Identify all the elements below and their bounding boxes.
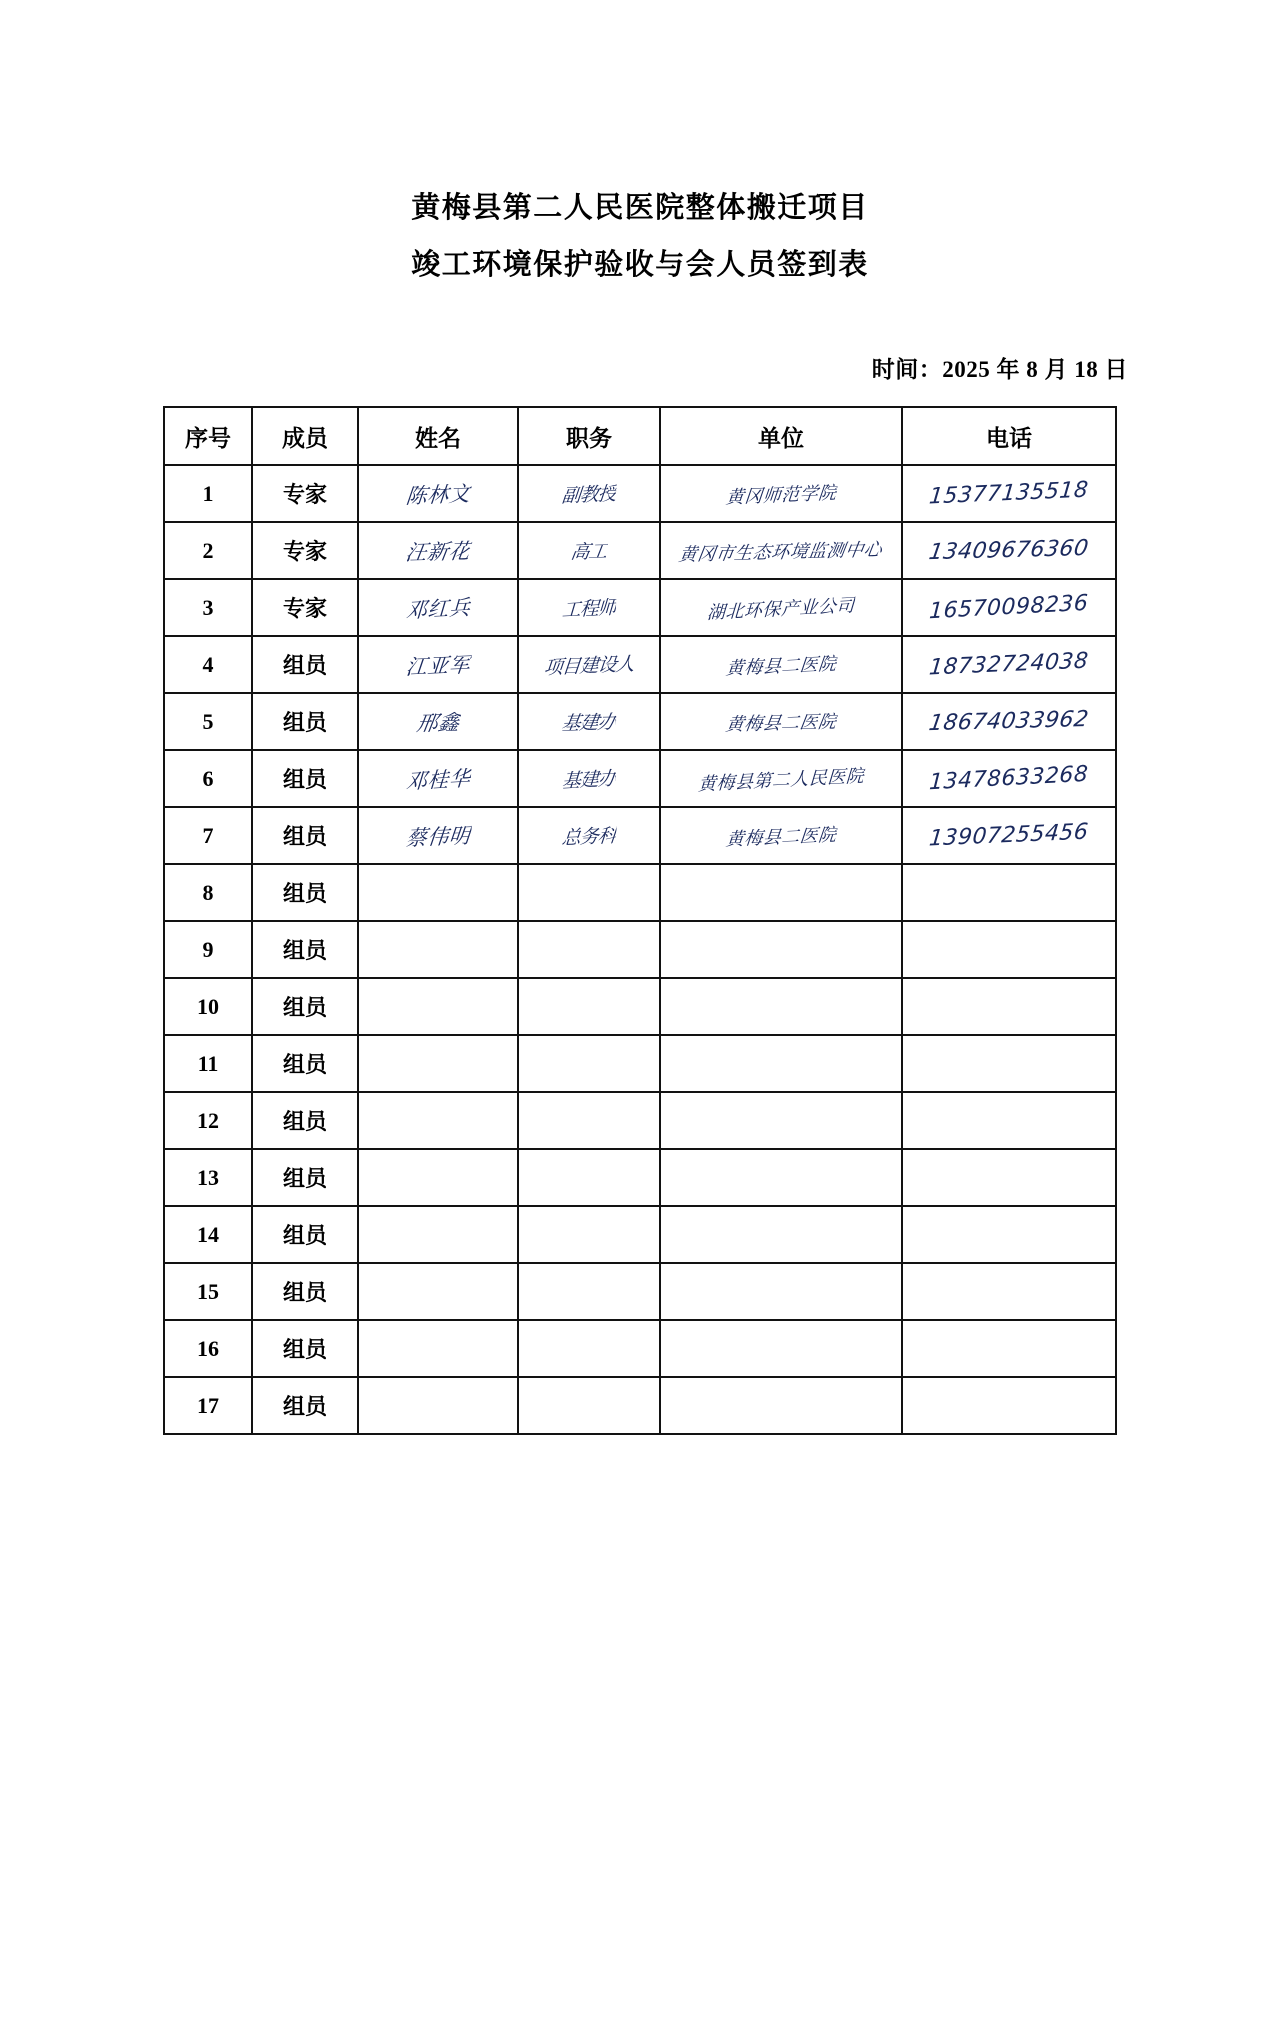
cell-phone-text: 18732724038 <box>928 648 1090 681</box>
cell-name <box>358 522 518 579</box>
cell-member-text: 组员 <box>282 767 327 793</box>
cell-member <box>252 465 358 522</box>
cell-name-text: 邓红兵 <box>405 594 471 623</box>
cell-seq <box>164 1092 252 1149</box>
cell-duty <box>518 1149 660 1206</box>
cell-duty-text: 基建办 <box>560 711 618 735</box>
table-row <box>164 921 1116 978</box>
table-header-row <box>164 407 1116 465</box>
cell-seq-text: 11 <box>197 1050 219 1076</box>
cell-duty-text: 工程师 <box>561 596 617 622</box>
document-title-block <box>0 180 1280 293</box>
table-row <box>164 1149 1116 1206</box>
cell-name <box>358 807 518 864</box>
cell-duty-text: 总务科 <box>560 824 617 850</box>
cell-unit <box>660 1377 902 1434</box>
cell-name <box>358 750 518 807</box>
cell-phone <box>902 921 1116 978</box>
column-header-phone: 电话 <box>902 407 1116 465</box>
cell-duty-text: 副教授 <box>560 482 617 508</box>
cell-member-text: 组员 <box>282 995 327 1021</box>
cell-duty <box>518 1263 660 1320</box>
table-row <box>164 1206 1116 1263</box>
table-row <box>164 1377 1116 1434</box>
cell-member-text: 专家 <box>282 482 327 508</box>
cell-name <box>358 636 518 693</box>
cell-seq-text: 9 <box>202 936 214 962</box>
cell-seq-text: 10 <box>197 993 219 1019</box>
cell-member <box>252 1149 358 1206</box>
cell-duty <box>518 864 660 921</box>
page-title-line-2: 竣工环境保护验收与会人员签到表 <box>411 248 869 281</box>
cell-name <box>358 1092 518 1149</box>
cell-name-text: 陈林文 <box>404 481 472 509</box>
cell-phone <box>902 465 1116 522</box>
cell-name <box>358 693 518 750</box>
cell-unit-text: 黄梅县第二人民医院 <box>697 765 865 796</box>
cell-seq <box>164 978 252 1035</box>
cell-unit <box>660 1035 902 1092</box>
cell-seq-text: 15 <box>197 1278 219 1304</box>
cell-phone <box>902 693 1116 750</box>
cell-unit-text: 黄梅县二医院 <box>723 711 838 736</box>
table-row <box>164 1263 1116 1320</box>
cell-unit <box>660 921 902 978</box>
cell-member-text: 组员 <box>282 824 327 850</box>
cell-phone <box>902 1092 1116 1149</box>
cell-phone-text: 15377135518 <box>928 477 1090 510</box>
cell-duty <box>518 1035 660 1092</box>
cell-member-text: 组员 <box>282 1223 327 1249</box>
cell-duty <box>518 636 660 693</box>
cell-seq <box>164 1263 252 1320</box>
cell-phone-text: 13478633268 <box>928 761 1090 796</box>
cell-duty <box>518 750 660 807</box>
cell-unit-text: 黄梅县二医院 <box>724 653 838 680</box>
cell-seq <box>164 1206 252 1263</box>
cell-unit-text: 黄梅县二医院 <box>724 824 838 851</box>
cell-unit <box>660 807 902 864</box>
cell-member <box>252 921 358 978</box>
cell-unit-text: 黄冈师范学院 <box>724 482 838 509</box>
cell-name <box>358 465 518 522</box>
cell-unit-text: 湖北环保产业公司 <box>706 594 856 624</box>
table-body <box>164 465 1116 1434</box>
cell-unit <box>660 579 902 636</box>
cell-phone-text: 18674033962 <box>927 706 1091 737</box>
column-header-name: 姓名 <box>358 407 518 465</box>
cell-seq <box>164 1035 252 1092</box>
cell-phone <box>902 636 1116 693</box>
cell-duty <box>518 465 660 522</box>
cell-member-text: 组员 <box>282 881 327 907</box>
cell-name-text: 邓桂华 <box>405 765 471 794</box>
table-row <box>164 1320 1116 1377</box>
cell-member <box>252 978 358 1035</box>
cell-name <box>358 1320 518 1377</box>
page-title-line-1: 黄梅县第二人民医院整体搬迁项目 <box>411 192 869 224</box>
column-header-member: 成员 <box>252 407 358 465</box>
cell-duty-text: 高工 <box>569 540 609 564</box>
cell-name <box>358 1377 518 1434</box>
column-header-seq: 序号 <box>164 407 252 465</box>
cell-unit <box>660 864 902 921</box>
cell-duty <box>518 1092 660 1149</box>
cell-member-text: 组员 <box>282 1166 327 1192</box>
cell-name <box>358 1263 518 1320</box>
cell-unit <box>660 1320 902 1377</box>
cell-duty <box>518 522 660 579</box>
cell-member <box>252 807 358 864</box>
cell-unit <box>660 1092 902 1149</box>
cell-seq-text: 7 <box>202 822 214 848</box>
cell-member <box>252 1263 358 1320</box>
cell-unit <box>660 750 902 807</box>
table-row <box>164 465 1116 522</box>
cell-phone <box>902 1035 1116 1092</box>
cell-seq-text: 17 <box>197 1392 219 1418</box>
cell-seq-text: 13 <box>197 1164 219 1190</box>
cell-seq <box>164 465 252 522</box>
cell-name <box>358 978 518 1035</box>
cell-member-text: 组员 <box>282 1394 327 1420</box>
cell-name-text: 江亚军 <box>404 652 472 680</box>
cell-member-text: 组员 <box>282 1109 327 1135</box>
cell-duty <box>518 579 660 636</box>
cell-phone <box>902 978 1116 1035</box>
document-page <box>0 180 1280 2043</box>
cell-phone-text: 16570098236 <box>928 590 1090 625</box>
cell-phone <box>902 864 1116 921</box>
column-header-duty: 职务 <box>518 407 660 465</box>
cell-phone <box>902 1149 1116 1206</box>
cell-name-text: 蔡伟明 <box>404 823 472 851</box>
cell-seq-text: 8 <box>202 879 214 905</box>
cell-unit <box>660 465 902 522</box>
cell-phone <box>902 1320 1116 1377</box>
cell-member <box>252 1035 358 1092</box>
cell-seq-text: 5 <box>202 708 214 734</box>
cell-phone <box>902 750 1116 807</box>
cell-seq-text: 14 <box>197 1221 219 1247</box>
cell-name <box>358 1149 518 1206</box>
cell-duty <box>518 1206 660 1263</box>
cell-duty-text: 基建办 <box>561 767 617 793</box>
cell-phone <box>902 807 1116 864</box>
cell-unit <box>660 693 902 750</box>
table-row <box>164 978 1116 1035</box>
cell-unit <box>660 978 902 1035</box>
cell-seq-text: 12 <box>197 1107 219 1133</box>
cell-member <box>252 522 358 579</box>
cell-member-text: 专家 <box>282 539 327 565</box>
cell-member <box>252 750 358 807</box>
cell-member <box>252 636 358 693</box>
cell-name <box>358 579 518 636</box>
cell-seq <box>164 636 252 693</box>
cell-name-text: 汪新花 <box>403 538 472 565</box>
cell-phone <box>902 522 1116 579</box>
cell-seq <box>164 693 252 750</box>
cell-member-text: 组员 <box>282 1052 327 1078</box>
table-row <box>164 864 1116 921</box>
cell-seq <box>164 921 252 978</box>
cell-seq <box>164 522 252 579</box>
cell-duty <box>518 978 660 1035</box>
cell-member <box>252 1092 358 1149</box>
cell-member-text: 专家 <box>282 596 327 622</box>
cell-name-text: 邢鑫 <box>414 709 462 736</box>
cell-seq <box>164 1149 252 1206</box>
cell-seq <box>164 864 252 921</box>
cell-unit <box>660 1149 902 1206</box>
cell-phone <box>902 579 1116 636</box>
cell-unit <box>660 1206 902 1263</box>
cell-seq-text: 1 <box>202 480 214 506</box>
cell-member-text: 组员 <box>282 710 327 736</box>
cell-phone <box>902 1206 1116 1263</box>
cell-seq-text: 2 <box>202 537 214 563</box>
cell-member-text: 组员 <box>282 653 327 679</box>
table-row <box>164 1092 1116 1149</box>
table-row <box>164 522 1116 579</box>
cell-seq <box>164 579 252 636</box>
cell-unit <box>660 636 902 693</box>
cell-member-text: 组员 <box>282 1280 327 1306</box>
cell-name <box>358 1206 518 1263</box>
cell-unit <box>660 1263 902 1320</box>
cell-unit-text: 黄冈市生态环境监测中心 <box>677 538 885 566</box>
cell-seq <box>164 807 252 864</box>
cell-phone-text: 13409676360 <box>927 535 1091 566</box>
cell-seq-text: 4 <box>202 651 214 677</box>
cell-seq-text: 3 <box>202 594 214 620</box>
table-row <box>164 807 1116 864</box>
cell-duty <box>518 1377 660 1434</box>
cell-unit <box>660 522 902 579</box>
cell-member <box>252 864 358 921</box>
cell-member <box>252 693 358 750</box>
table-row <box>164 750 1116 807</box>
cell-duty <box>518 921 660 978</box>
cell-member <box>252 1206 358 1263</box>
column-header-unit: 单位 <box>660 407 902 465</box>
meeting-date: 时间：2025 年 8 月 18 日 <box>871 357 1128 383</box>
cell-seq <box>164 1377 252 1434</box>
cell-member <box>252 579 358 636</box>
table-row <box>164 693 1116 750</box>
cell-name <box>358 1035 518 1092</box>
cell-member-text: 组员 <box>282 938 327 964</box>
cell-member <box>252 1377 358 1434</box>
cell-phone-text: 13907255456 <box>928 819 1090 852</box>
cell-member-text: 组员 <box>282 1337 327 1363</box>
cell-phone <box>902 1263 1116 1320</box>
table-row <box>164 1035 1116 1092</box>
cell-duty <box>518 1320 660 1377</box>
cell-phone <box>902 1377 1116 1434</box>
cell-member <box>252 1320 358 1377</box>
cell-duty <box>518 693 660 750</box>
table-row <box>164 636 1116 693</box>
cell-seq-text: 16 <box>197 1335 219 1361</box>
table-row <box>164 579 1116 636</box>
signin-table <box>163 406 1117 1435</box>
cell-seq <box>164 1320 252 1377</box>
cell-name <box>358 921 518 978</box>
cell-duty-text: 项目建设人 <box>542 653 635 680</box>
cell-duty <box>518 807 660 864</box>
cell-seq <box>164 750 252 807</box>
cell-name <box>358 864 518 921</box>
cell-seq-text: 6 <box>202 765 214 791</box>
